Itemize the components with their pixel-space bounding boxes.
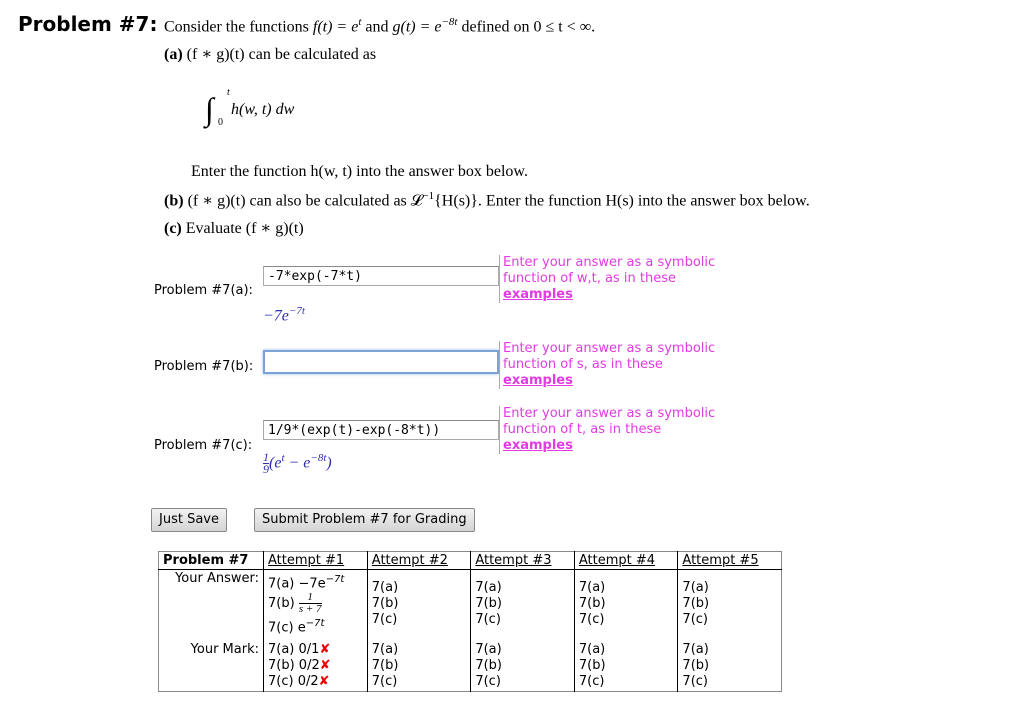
your-answer-row: Your Answer: $7(a) -7e^{-7t}$ 7(b) $\frac{1}{s + 7}$ 7(c) $e^{-7t}$ 7(a) 7(b) 7(c) 7(a) 7(b) 7(c) 7(a) 7(b) 7(c) 7(a) 7(b) 7(c) <box>159 570 782 638</box>
attempt-header[interactable]: Attempt #3 <box>471 552 575 570</box>
wrong-icon: ✘ <box>318 673 330 689</box>
part-b: (b) (f ∗ g)(t) can also be calculated as 𝓛$^{-1}${H(s)}. Enter the function H(s) into the answer box below. <box>164 190 810 210</box>
answer-a-preview: $-7e^{-7t}$ <box>263 305 305 325</box>
attempt-header[interactable]: Attempt #5 <box>678 552 782 570</box>
part-a: (a) (f ∗ g)(t) can be calculated as <box>164 46 377 63</box>
just-save-button[interactable]: Just Save <box>151 508 227 532</box>
enter-h-instruction: Enter the function h(w, t) into the answer box below. <box>191 163 528 180</box>
answer-a-hint: Enter your answer as a symbolic function of w,t, as in these examples <box>499 255 723 303</box>
part-c: (c) Evaluate (f ∗ g)(t) <box>164 220 304 237</box>
attempts-table <box>158 551 782 692</box>
your-mark-row: Your Mark: 7(a) 0/1✘ 7(b) 0/2✘ 7(c) 0/2✘ 7(a) 7(b) 7(c) 7(a) 7(b) 7(c) 7(a) 7(b) 7(c) 7(a) 7(b) 7(c) <box>159 638 782 692</box>
answer-b-input[interactable] <box>263 350 499 374</box>
answer-c-hint: Enter your answer as a symbolic function of t, as in these examples <box>499 406 723 454</box>
wrong-icon: ✘ <box>319 641 331 657</box>
answer-a-input[interactable]: -7*exp(-7*t) <box>263 266 499 286</box>
answer-c-input[interactable]: 1/9*(exp(t)-exp(-8*t)) <box>263 420 499 440</box>
answer-c-preview: $\frac{1}{9}$ $(e^t - e^{-8t})$ <box>263 450 332 477</box>
answer-b-label: Problem #7(b): <box>154 359 254 374</box>
answer-b-hint: Enter your answer as a symbolic function of s, as in these examples <box>499 341 723 389</box>
answer-b-examples-link[interactable]: examples <box>503 373 573 388</box>
attempt-header[interactable]: Attempt #1 <box>264 552 368 570</box>
submit-button[interactable]: Submit Problem #7 for Grading <box>254 508 475 532</box>
answer-a-examples-link[interactable]: examples <box>503 287 573 302</box>
answer-c-examples-link[interactable]: examples <box>503 438 573 453</box>
answer-c-label: Problem #7(c): <box>154 438 253 453</box>
attempt-header[interactable]: Attempt #4 <box>574 552 678 570</box>
attempt-header[interactable]: Attempt #2 <box>367 552 471 570</box>
problem-title: Problem #7: <box>18 12 158 36</box>
problem-statement: Consider the functions $f(t) = e^t$ and $g(t) = e^{-8t}$ defined on 0 ≤ t < ∞. <box>164 16 596 36</box>
wrong-icon: ✘ <box>319 657 331 673</box>
answer-a-label: Problem #7(a): <box>154 283 253 298</box>
table-corner: Problem #7 <box>163 553 249 568</box>
